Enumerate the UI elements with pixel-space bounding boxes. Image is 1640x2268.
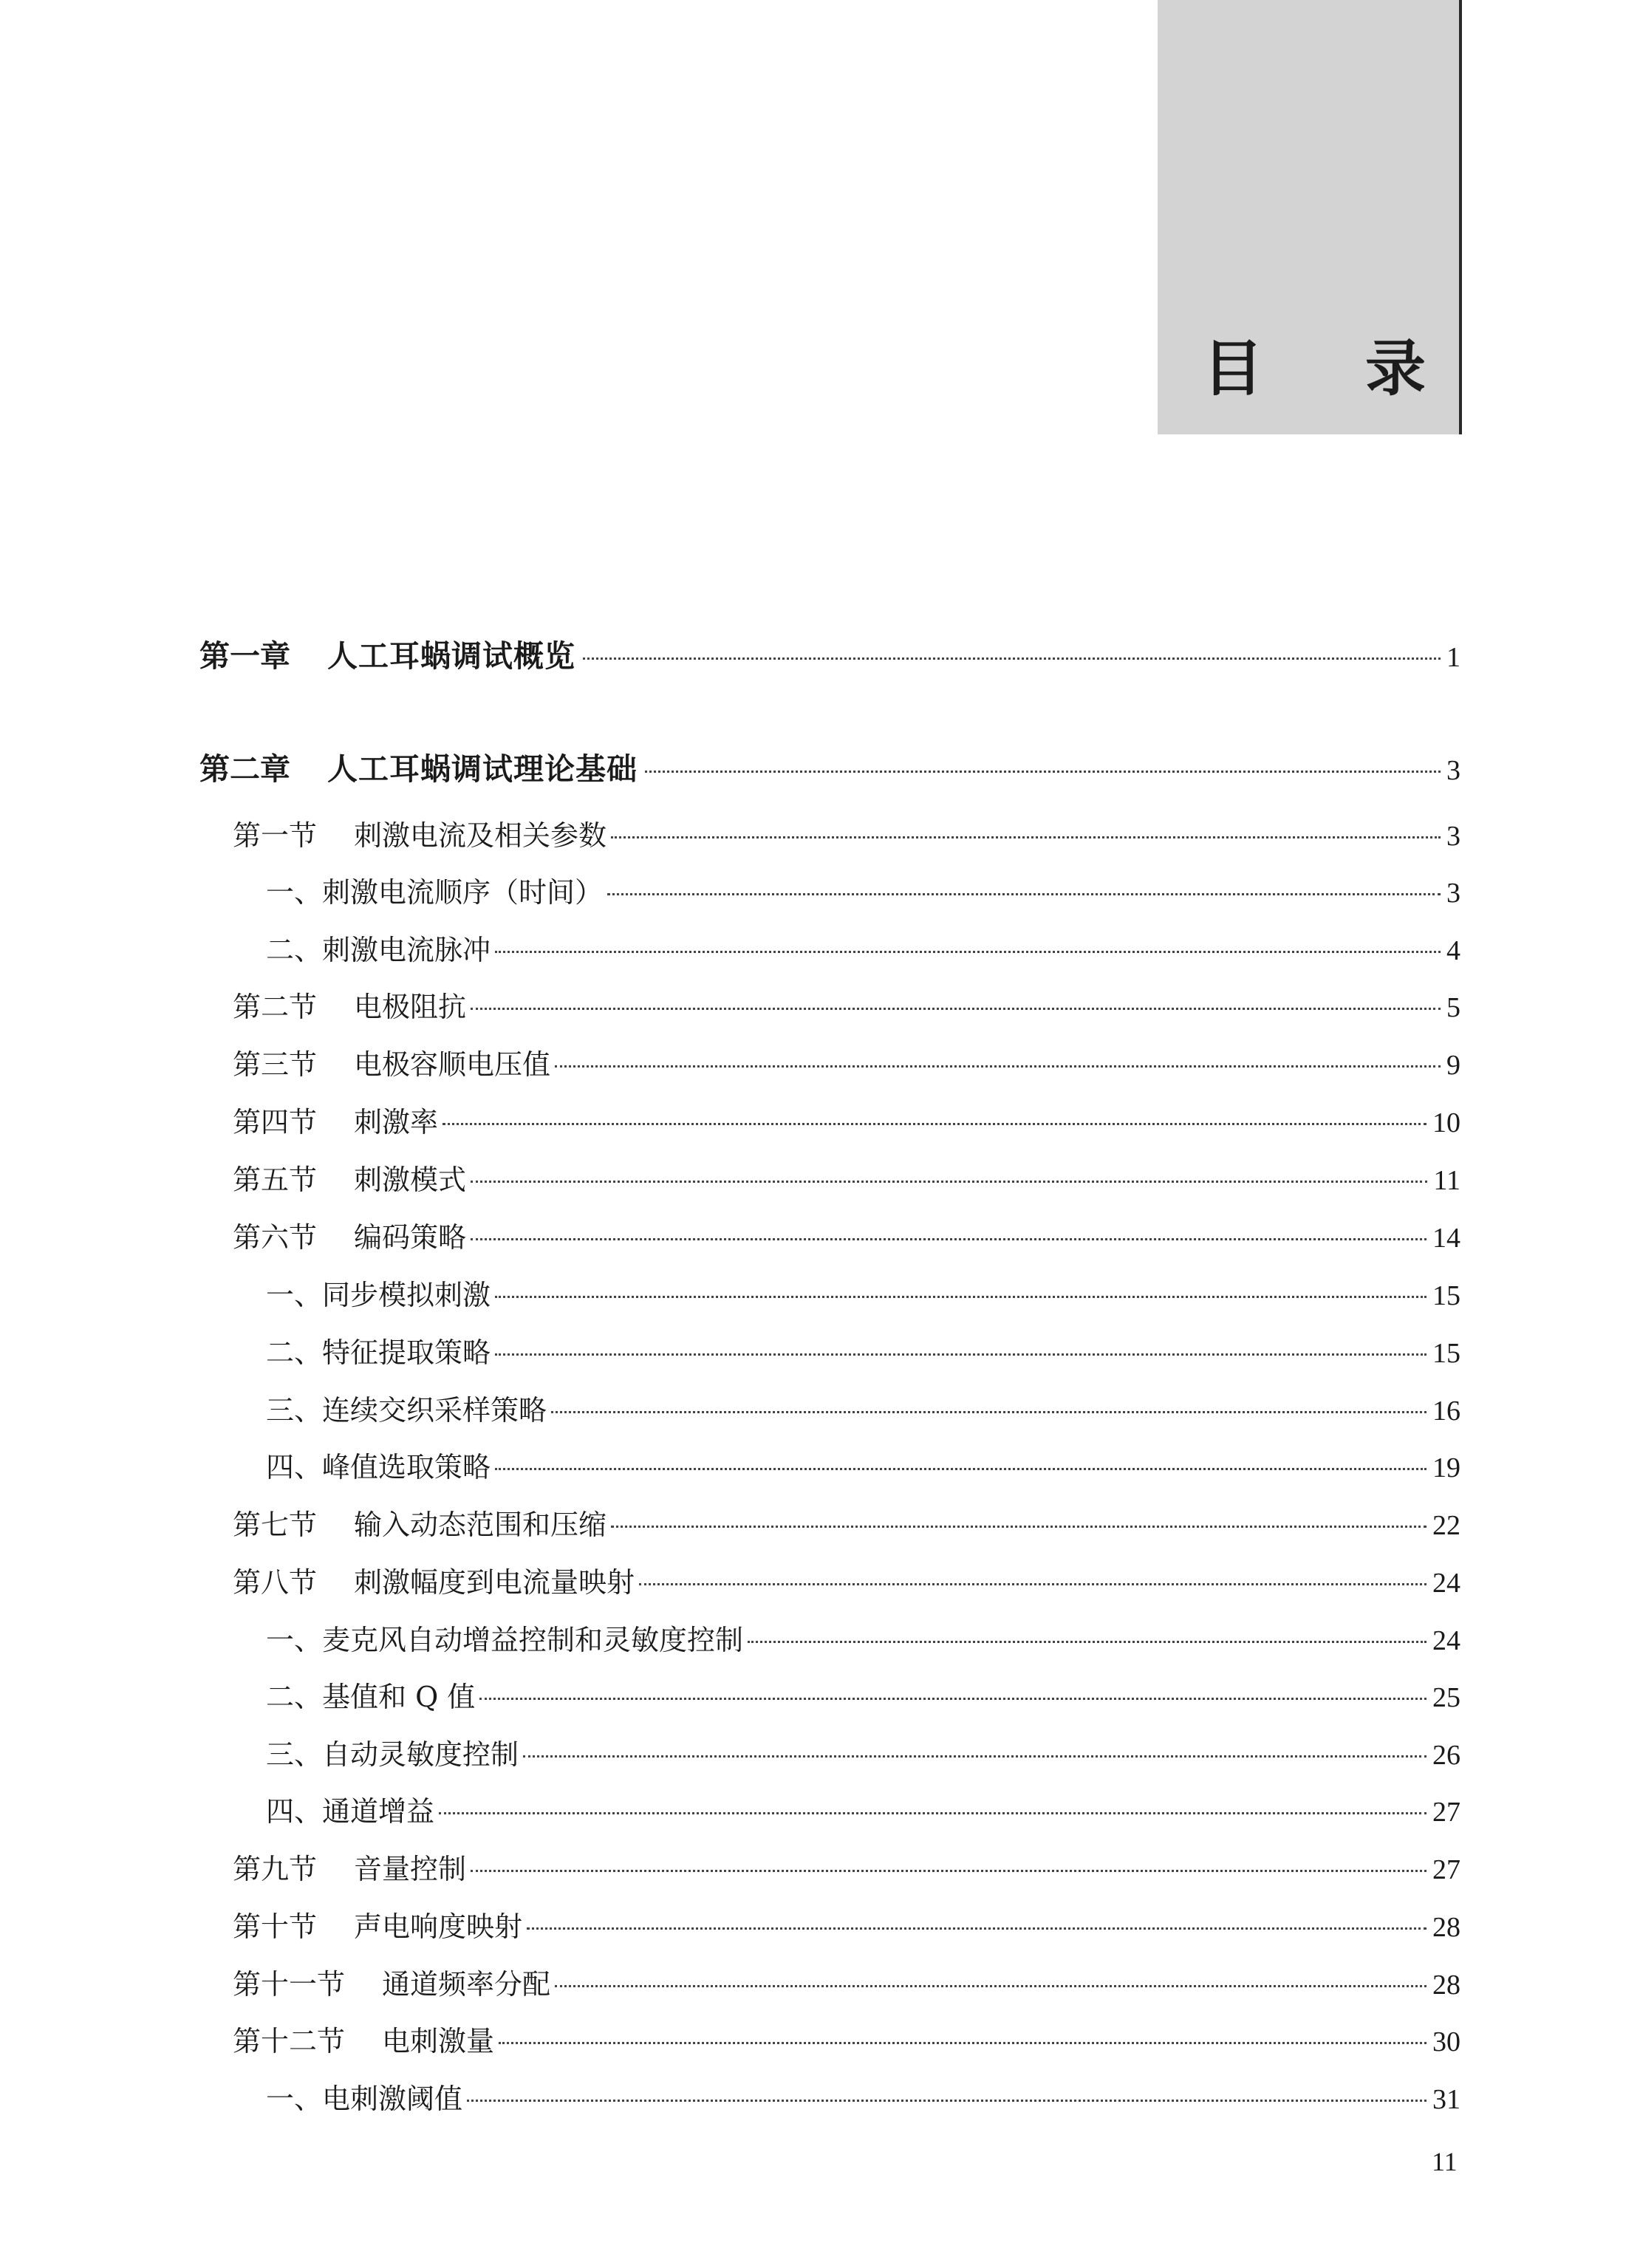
toc-entry-page: 19 <box>1432 1452 1460 1483</box>
toc-entry-title: 编码策略 <box>354 1221 467 1254</box>
toc-entry-page: 27 <box>1432 1854 1460 1885</box>
toc-entry-title: 电刺激量 <box>382 2025 495 2057</box>
dot-leader <box>495 951 1441 953</box>
dot-leader <box>523 1755 1427 1758</box>
toc-entry-page: 11 <box>1433 1165 1460 1196</box>
toc-entry[interactable] <box>233 1215 1460 1255</box>
toc-entry[interactable] <box>266 1444 1460 1485</box>
toc-entry[interactable] <box>233 1042 1460 1082</box>
toc-entry-number: 第一章 <box>199 638 290 674</box>
toc-entry[interactable] <box>266 1330 1460 1370</box>
dot-leader <box>495 1353 1427 1356</box>
dot-leader <box>611 836 1441 838</box>
toc-entry-page: 1 <box>1446 642 1460 673</box>
toc-entry-page: 3 <box>1446 878 1460 909</box>
toc-entry[interactable] <box>266 2076 1460 2117</box>
toc-entry-number: 第十节 <box>233 1910 318 1943</box>
dot-leader <box>495 1296 1427 1298</box>
toc-entry-page: 15 <box>1432 1338 1460 1369</box>
toc-entry[interactable] <box>233 1157 1460 1198</box>
dot-leader <box>443 1123 1427 1125</box>
toc-entry-title: 四、峰值选取策略 <box>266 1451 491 1483</box>
dot-leader <box>639 1583 1427 1585</box>
dot-leader <box>471 1238 1427 1240</box>
toc-entry-title: 一、麦克风自动增益控制和灵敏度控制 <box>266 1624 744 1656</box>
page-title-char-2: 录 <box>1365 333 1427 404</box>
toc-entry-page: 24 <box>1432 1625 1460 1656</box>
toc-entry-page: 27 <box>1432 1797 1460 1828</box>
toc-entry-page: 26 <box>1432 1740 1460 1771</box>
toc-entry[interactable] <box>233 2018 1460 2059</box>
toc-entry-title: 刺激电流及相关参数 <box>354 819 607 852</box>
toc-entry[interactable] <box>233 1961 1460 2002</box>
toc-entry-title: 人工耳蜗调试概览 <box>327 638 575 674</box>
toc-entry-number: 第一节 <box>233 819 318 852</box>
toc-entry[interactable] <box>266 1617 1460 1658</box>
toc-entry[interactable] <box>199 745 1460 788</box>
toc-entry-number: 第六节 <box>233 1221 318 1254</box>
dot-leader <box>471 1870 1427 1872</box>
toc-entry-title: 刺激率 <box>354 1106 439 1138</box>
toc-entry[interactable] <box>233 1560 1460 1600</box>
toc-entry-title: 二、刺激电流脉冲 <box>266 934 491 966</box>
toc-entry-page: 14 <box>1432 1223 1460 1254</box>
toc-entry[interactable] <box>233 1846 1460 1887</box>
toc-entry-page: 31 <box>1432 2084 1460 2115</box>
toc-entry-title: 电极容顺电压值 <box>354 1048 551 1081</box>
toc-entry[interactable] <box>266 1789 1460 1829</box>
dot-leader <box>439 1812 1427 1814</box>
dot-leader <box>467 2100 1427 2102</box>
toc-entry-number: 第八节 <box>233 1566 318 1599</box>
toc-entry-title: 人工耳蜗调试理论基础 <box>327 751 638 787</box>
toc-entry-page: 3 <box>1446 821 1460 852</box>
toc-entry[interactable] <box>266 1387 1460 1428</box>
toc-entry[interactable] <box>233 1904 1460 1944</box>
toc-entry-title: 四、通道增益 <box>266 1795 435 1828</box>
toc-entry-number: 第二章 <box>199 751 290 787</box>
dot-leader <box>499 2042 1427 2044</box>
toc-entry-page: 30 <box>1432 2026 1460 2057</box>
dot-leader <box>748 1641 1427 1643</box>
toc-entry-number: 第七节 <box>233 1509 318 1541</box>
toc-entry-number: 第四节 <box>233 1106 318 1138</box>
toc-entry-title: 三、自动灵敏度控制 <box>266 1738 519 1771</box>
toc-entry-title: 通道频率分配 <box>382 1968 551 2001</box>
dot-leader <box>479 1698 1427 1700</box>
toc-entry-page: 28 <box>1432 1970 1460 2001</box>
toc-entry-number: 第五节 <box>233 1164 318 1196</box>
dot-leader <box>607 893 1441 895</box>
toc-entry[interactable] <box>199 632 1460 675</box>
toc-entry[interactable] <box>233 1099 1460 1140</box>
dot-leader <box>527 1927 1427 1930</box>
toc-entry-title: 刺激模式 <box>354 1164 467 1196</box>
dot-leader <box>645 771 1441 773</box>
toc-entry-number: 第二节 <box>233 991 318 1023</box>
toc-entry-title: 声电响度映射 <box>354 1910 523 1943</box>
toc-entry[interactable] <box>233 813 1460 853</box>
toc-entry-title: 刺激幅度到电流量映射 <box>354 1566 635 1599</box>
toc-entry[interactable] <box>266 1732 1460 1772</box>
toc-entry-page: 3 <box>1446 755 1460 786</box>
toc-entry[interactable] <box>233 984 1460 1025</box>
toc-entry-page: 24 <box>1432 1568 1460 1599</box>
toc-entry-page: 25 <box>1432 1682 1460 1713</box>
toc-entry-title: 二、基值和 Q 值 <box>266 1681 476 1713</box>
toc-entry[interactable] <box>233 1502 1460 1543</box>
toc-entry[interactable] <box>266 1272 1460 1313</box>
title-vertical-rule <box>1459 0 1462 434</box>
toc-entry-number: 第十二节 <box>233 2025 346 2057</box>
dot-leader <box>471 1008 1441 1010</box>
toc-entry-title: 一、刺激电流顺序（时间） <box>266 876 604 909</box>
toc-entry-page: 15 <box>1432 1280 1460 1311</box>
toc-entry-title: 三、连续交织采样策略 <box>266 1394 547 1427</box>
toc-entry-title: 电极阻抗 <box>354 991 467 1023</box>
toc-entry-number: 第九节 <box>233 1853 318 1885</box>
toc-entry-title: 一、电刺激阈值 <box>266 2083 463 2115</box>
toc-entry-page: 16 <box>1432 1396 1460 1427</box>
dot-leader <box>551 1411 1427 1413</box>
toc-entry-number: 第十一节 <box>233 1968 346 2001</box>
toc-entry-page: 10 <box>1432 1107 1460 1138</box>
dot-leader <box>555 1985 1427 1987</box>
dot-leader <box>555 1065 1441 1068</box>
toc-entry-page: 5 <box>1446 992 1460 1023</box>
toc-entry[interactable] <box>266 870 1460 910</box>
toc-entry[interactable] <box>266 1674 1460 1715</box>
dot-leader <box>583 657 1441 660</box>
toc-entry-title: 一、同步模拟刺激 <box>266 1279 491 1311</box>
toc-entry-title: 输入动态范围和压缩 <box>354 1509 607 1541</box>
dot-leader <box>495 1468 1427 1470</box>
toc-entry[interactable] <box>266 927 1460 968</box>
page-number: 11 <box>1432 2147 1458 2176</box>
page-title-char-1: 目 <box>1203 333 1264 404</box>
dot-leader <box>471 1181 1427 1183</box>
toc-entry-page: 28 <box>1432 1912 1460 1943</box>
toc-entry-title: 音量控制 <box>354 1853 467 1885</box>
toc-entry-page: 22 <box>1432 1510 1460 1541</box>
toc-entry-number: 第三节 <box>233 1048 318 1081</box>
toc-entry-page: 9 <box>1446 1050 1460 1081</box>
toc-entry-page: 4 <box>1446 935 1460 966</box>
toc-entry-title: 二、特征提取策略 <box>266 1336 491 1369</box>
dot-leader <box>611 1526 1427 1528</box>
